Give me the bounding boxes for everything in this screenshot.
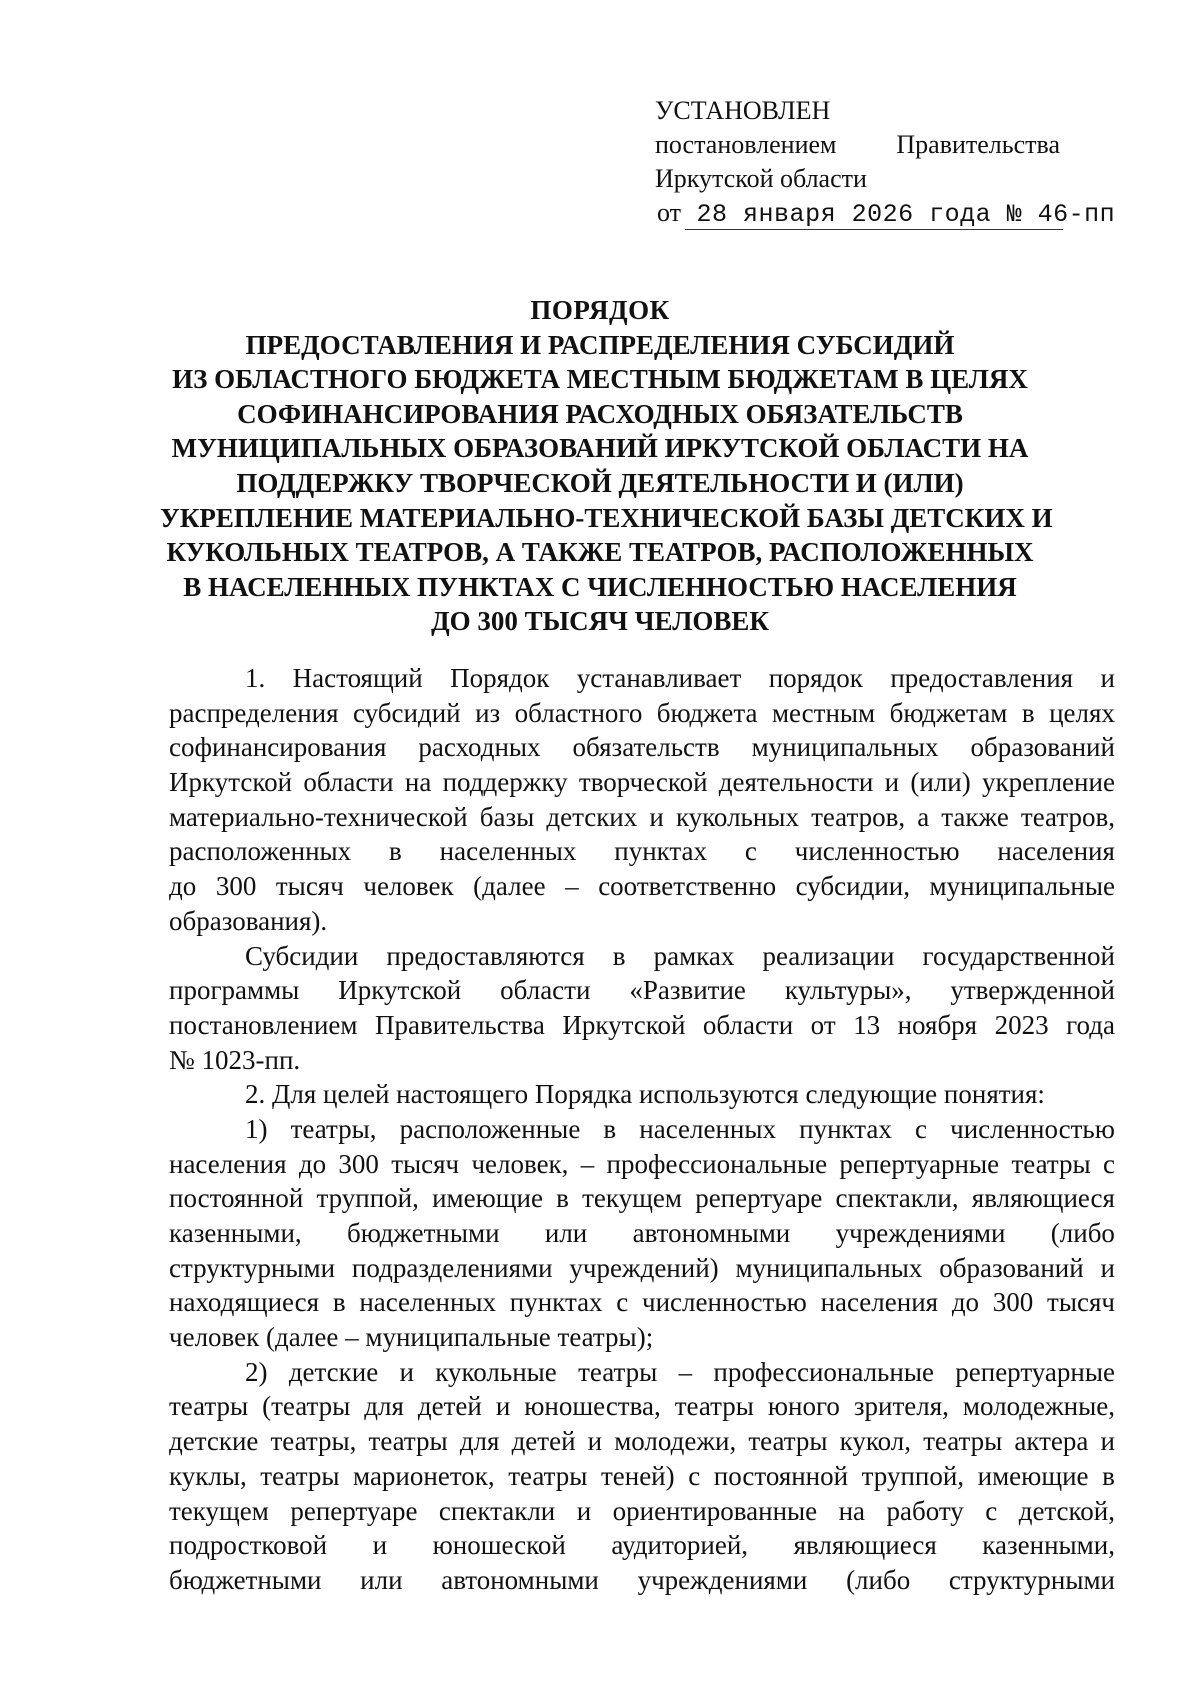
body-word: постоянной: [169, 1183, 304, 1214]
approval-region: Иркутской области: [655, 164, 867, 193]
body-word: детской,: [1018, 1495, 1115, 1526]
title-line: В НАСЕЛЕННЫХ ПУНКТАХ С ЧИСЛЕННОСТЬЮ НАСЕЛЕНИЯ: [183, 571, 1017, 602]
body-line: [169, 730, 1115, 765]
body-word: населенных: [639, 1113, 777, 1144]
body-word: населения: [997, 836, 1115, 867]
body-word: расположенные: [399, 1113, 581, 1144]
body-word: с: [1102, 1148, 1115, 1179]
body-word: труппой,: [861, 1460, 965, 1491]
title-line: ПОДДЕРЖКУ ТВОРЧЕСКОЙ ДЕЯТЕЛЬНОСТИ И (ИЛИ): [236, 467, 964, 498]
body-word: театры: [368, 1426, 448, 1457]
body-line: [169, 834, 1115, 869]
body-word: базы: [479, 801, 535, 832]
body-word: численностью: [794, 836, 960, 867]
body-word: театры: [923, 1426, 1003, 1457]
body-word: казенными,: [982, 1530, 1115, 1561]
body-word: Порядок: [450, 663, 550, 693]
body-word: подростковой: [169, 1530, 328, 1561]
body-word: в: [612, 940, 626, 971]
approval-date-prefix: от: [657, 198, 682, 227]
body-line: [169, 973, 1115, 1008]
body-line: 2. Для целей настоящего Порядка используются следующие понятия:: [245, 1079, 1045, 1110]
body-word: образований: [970, 732, 1115, 763]
body-word: учреждениями: [835, 1218, 1006, 1248]
body-word: и: [587, 1426, 603, 1457]
title-line: УКРЕПЛЕНИЕ МАТЕРИАЛЬНО-ТЕХНИЧЕСКОЙ БАЗЫ ДЕТСКИХ И: [160, 502, 1053, 533]
body-line: [169, 661, 1115, 696]
approval-decree-word: постановлением: [655, 130, 837, 159]
body-line: [169, 1251, 1115, 1286]
body-word: и: [649, 801, 664, 832]
approval-government-word: Правительства: [896, 130, 1060, 159]
body-word: молодежные,: [962, 1391, 1115, 1422]
body-word: населенных: [359, 1287, 497, 1318]
body-word: деятельности: [718, 767, 874, 798]
body-word: 1): [245, 1113, 268, 1144]
body-word: на: [404, 767, 432, 798]
body-line: [169, 1459, 1115, 1494]
body-word: местным: [771, 697, 876, 728]
body-word: (далее: [473, 871, 546, 902]
body-word: имеющие: [977, 1460, 1089, 1491]
body-word: (или): [910, 767, 971, 798]
body-word: актера: [1014, 1426, 1089, 1457]
body-word: укрепление: [982, 767, 1115, 798]
body-word: –: [580, 1148, 595, 1179]
title-line: СОФИНАНСИРОВАНИЯ РАСХОДНЫХ ОБЯЗАТЕЛЬСТВ: [237, 398, 963, 429]
body-word: текущем: [169, 1495, 269, 1526]
body-word: имеющие: [432, 1183, 543, 1214]
body-word: с: [616, 1287, 629, 1318]
body-word: распределения: [169, 697, 339, 728]
body-word: театры: [578, 1356, 658, 1387]
body-word: с: [688, 1460, 701, 1491]
body-word: театров,: [1020, 801, 1115, 832]
body-word: являющиеся: [971, 1183, 1115, 1214]
body-word: бюджета: [656, 697, 758, 728]
title-line: ИЗ ОБЛАСТНОГО БЮДЖЕТА МЕСТНЫМ БЮДЖЕТАМ В ЦЕЛЯХ: [172, 364, 1028, 395]
approval-date-underline: [685, 229, 1063, 230]
body-word: юного: [767, 1391, 840, 1422]
body-word: или: [360, 1564, 403, 1595]
body-word: предоставления: [890, 663, 1074, 693]
body-line: [169, 1389, 1115, 1424]
body-line: человек (далее – муниципальные театры);: [169, 1322, 654, 1353]
document-title: [160, 293, 1053, 639]
body-line: [169, 765, 1115, 800]
body-word: находящиеся: [169, 1287, 320, 1318]
body-word: субсидий: [353, 697, 461, 728]
body-word: тысяч: [1047, 1287, 1115, 1318]
body-word: 300: [215, 871, 257, 902]
body-word: тысяч: [391, 1148, 460, 1179]
body-word: юношества,: [524, 1391, 661, 1422]
body-word: муниципальных: [751, 732, 939, 763]
body-word: 2023: [994, 1009, 1049, 1040]
body-word: спектакли: [438, 1495, 556, 1526]
body-word: муниципальных: [735, 1252, 923, 1283]
body-word: являющиеся: [793, 1530, 937, 1561]
body-word: детские: [288, 1356, 379, 1387]
body-word: творческой: [578, 767, 708, 798]
body-line: [169, 1112, 1115, 1147]
body-word: теней): [600, 1460, 675, 1491]
body-line: [169, 1008, 1115, 1043]
body-line: [169, 869, 1115, 904]
body-word: реализации: [762, 940, 895, 971]
body-word: целях: [1049, 697, 1115, 728]
body-word: из: [475, 697, 501, 728]
title-line: ДО 300 ТЫСЯЧ ЧЕЛОВЕК: [431, 606, 769, 637]
body-line: [169, 1355, 1115, 1390]
body-word: пунктах: [614, 836, 708, 867]
body-word: учреждений): [569, 1252, 719, 1283]
body-word: театры: [169, 1391, 249, 1422]
body-word: Субсидии: [245, 940, 359, 971]
body-word: пунктах: [799, 1113, 892, 1144]
body-word: материально-технической: [169, 801, 468, 832]
body-word: Иркутской: [169, 767, 293, 798]
body-word: театры,: [270, 1426, 357, 1457]
body-word: от: [810, 1009, 836, 1040]
body-word: театры: [1011, 1148, 1091, 1179]
approval-date-value: 28 января 2026 года № 46-пп: [696, 200, 1116, 229]
body-word: бюджетными: [169, 1564, 322, 1595]
body-word: театры: [508, 1460, 588, 1491]
body-word: работу: [886, 1495, 964, 1526]
body-word: зрителя,: [853, 1391, 949, 1422]
document-body: [169, 661, 1115, 1598]
body-word: для: [459, 1426, 500, 1457]
body-word: постановлением: [169, 1009, 358, 1040]
body-word: в: [332, 1287, 346, 1318]
body-word: труппой,: [316, 1183, 419, 1214]
body-word: образований: [939, 1252, 1084, 1283]
body-word: области: [500, 975, 591, 1006]
body-word: театры: [674, 1391, 754, 1422]
body-word: профессиональные: [606, 1148, 828, 1179]
body-word: в: [603, 1113, 617, 1144]
body-word: структурными: [948, 1564, 1115, 1595]
body-word: предоставляются: [386, 940, 585, 971]
body-word: года: [1066, 1009, 1115, 1040]
body-word: или: [544, 1218, 588, 1248]
body-word: области: [303, 767, 394, 798]
body-word: тысяч: [275, 871, 344, 902]
body-word: автономными: [632, 1218, 791, 1248]
body-word: бюджетам: [889, 697, 1008, 728]
body-word: театры,: [290, 1113, 377, 1144]
body-line: [169, 696, 1115, 731]
body-word: казенными,: [169, 1218, 302, 1248]
body-word: профессиональные: [713, 1356, 934, 1387]
body-word: Иркутской: [338, 975, 462, 1006]
body-word: репертуарные: [839, 1148, 1000, 1179]
body-line: [169, 1181, 1115, 1216]
body-word: с: [744, 836, 757, 867]
body-word: молодежи,: [614, 1426, 737, 1457]
body-word: Правительства: [374, 1009, 545, 1040]
body-word: населения: [820, 1287, 939, 1318]
body-word: ориентированные: [612, 1495, 818, 1526]
body-word: государственной: [922, 940, 1115, 971]
body-line: [169, 939, 1115, 974]
body-word: 1.: [245, 663, 266, 693]
body-word: марионеток,: [353, 1460, 495, 1491]
body-word: текущем: [582, 1183, 682, 1214]
body-word: аудиторией,: [611, 1530, 749, 1561]
body-word: учреждениями: [637, 1564, 808, 1595]
body-word: порядок: [768, 663, 863, 693]
body-line: [169, 1494, 1115, 1529]
body-word: театров,: [811, 801, 906, 832]
title-line: КУКОЛЬНЫХ ТЕАТРОВ, А ТАКЖЕ ТЕАТРОВ, РАСПОЛОЖЕННЫХ: [166, 537, 1034, 568]
body-word: на: [838, 1495, 866, 1526]
body-word: также: [941, 801, 1009, 832]
body-word: репертуаре: [290, 1495, 418, 1526]
body-line: [169, 1424, 1115, 1459]
body-word: и: [1100, 1252, 1115, 1283]
body-word: до: [298, 1148, 327, 1179]
title-line: ПРЕДОСТАВЛЕНИЯ И РАСПРЕДЕЛЕНИЯ СУБСИДИЙ: [245, 329, 955, 360]
body-word: (либо: [846, 1564, 911, 1595]
body-line: [169, 1216, 1115, 1251]
body-word: и: [576, 1495, 592, 1526]
body-word: устанавливает: [576, 663, 742, 693]
body-word: –: [678, 1356, 693, 1387]
body-word: для: [364, 1391, 404, 1422]
body-word: в: [556, 1183, 569, 1214]
body-word: населенных: [439, 836, 577, 867]
body-word: детские: [169, 1426, 259, 1457]
body-word: кукол,: [839, 1426, 911, 1457]
approval-date-line: [655, 196, 1116, 232]
body-word: численностью: [642, 1287, 807, 1318]
body-word: подразделениями: [351, 1252, 553, 1283]
title-line: МУНИЦИПАЛЬНЫХ ОБРАЗОВАНИЙ ИРКУТСКОЙ ОБЛАСТИ НА: [171, 433, 1029, 464]
body-word: репертуаре: [695, 1183, 823, 1214]
body-word: и: [1100, 1426, 1115, 1457]
body-word: и: [884, 767, 900, 798]
body-word: автономными: [441, 1564, 599, 1595]
body-word: Иркутской: [562, 1009, 686, 1040]
body-word: 2): [245, 1356, 268, 1387]
body-word: культуры»,: [784, 975, 912, 1006]
body-word: театры: [748, 1426, 828, 1457]
body-line: образования).: [169, 905, 328, 936]
body-word: спектакли,: [835, 1183, 959, 1214]
body-line: [169, 1285, 1115, 1320]
body-word: поддержку: [442, 767, 568, 798]
body-word: до: [169, 871, 197, 902]
body-word: и: [1100, 663, 1115, 693]
body-word: детских: [546, 801, 638, 832]
body-word: человек: [363, 871, 454, 902]
body-word: субсидии,: [795, 871, 910, 902]
body-word: численностью: [950, 1113, 1115, 1144]
body-word: театры: [260, 1460, 340, 1491]
body-word: кукольные: [435, 1356, 557, 1387]
body-word: а: [917, 801, 930, 832]
body-word: расходных: [418, 732, 541, 763]
body-line: [169, 1563, 1115, 1598]
body-word: с: [985, 1495, 998, 1526]
body-word: и: [372, 1530, 388, 1561]
body-word: области: [702, 1009, 794, 1040]
body-word: бюджетными: [347, 1218, 500, 1248]
body-word: утвержденной: [950, 975, 1115, 1006]
body-word: программы: [169, 975, 300, 1006]
body-line: № 1023-пп.: [169, 1044, 301, 1075]
title-heading: ПОРЯДОК: [530, 295, 670, 325]
body-word: софинансирования: [169, 732, 387, 763]
body-line: [169, 1528, 1115, 1563]
body-word: 300: [992, 1287, 1034, 1318]
body-word: населения: [169, 1148, 287, 1179]
approval-decree-line: [655, 128, 1060, 162]
body-word: «Развитие: [629, 975, 746, 1006]
body-word: юношеской: [432, 1530, 566, 1561]
body-word: в: [1021, 697, 1035, 728]
body-word: и: [495, 1391, 511, 1422]
body-word: областного: [514, 697, 643, 728]
body-word: в: [389, 836, 402, 867]
body-word: детей: [511, 1426, 576, 1457]
body-word: муниципальные: [929, 871, 1115, 902]
body-word: в: [1102, 1460, 1115, 1491]
body-line: [169, 1147, 1115, 1182]
body-word: ноября: [897, 1009, 978, 1040]
body-word: 300: [338, 1148, 379, 1179]
body-word: Настоящий: [292, 663, 423, 693]
body-word: человек,: [471, 1148, 569, 1179]
body-word: кукольных: [675, 801, 799, 832]
body-word: расположенных: [169, 836, 352, 867]
body-word: 13: [853, 1009, 881, 1040]
body-word: и: [399, 1356, 414, 1387]
body-word: (либо: [1050, 1218, 1115, 1248]
body-word: пунктах: [509, 1287, 603, 1318]
body-word: соответственно: [598, 871, 777, 902]
approval-established: УСТАНОВЛЕН: [655, 96, 831, 125]
body-word: обязательств: [572, 732, 720, 763]
body-word: с: [915, 1113, 927, 1144]
approval-stamp: [655, 94, 1116, 232]
body-word: до: [951, 1287, 980, 1318]
body-word: куклы,: [169, 1460, 247, 1491]
body-word: репертуарные: [955, 1356, 1115, 1387]
body-line: [169, 800, 1115, 835]
body-word: –: [565, 871, 579, 902]
body-word: (театры: [262, 1391, 351, 1422]
body-word: детей: [417, 1391, 482, 1422]
body-word: структурными: [169, 1252, 336, 1283]
body-word: рамках: [653, 940, 735, 971]
body-word: постоянной: [713, 1460, 849, 1491]
